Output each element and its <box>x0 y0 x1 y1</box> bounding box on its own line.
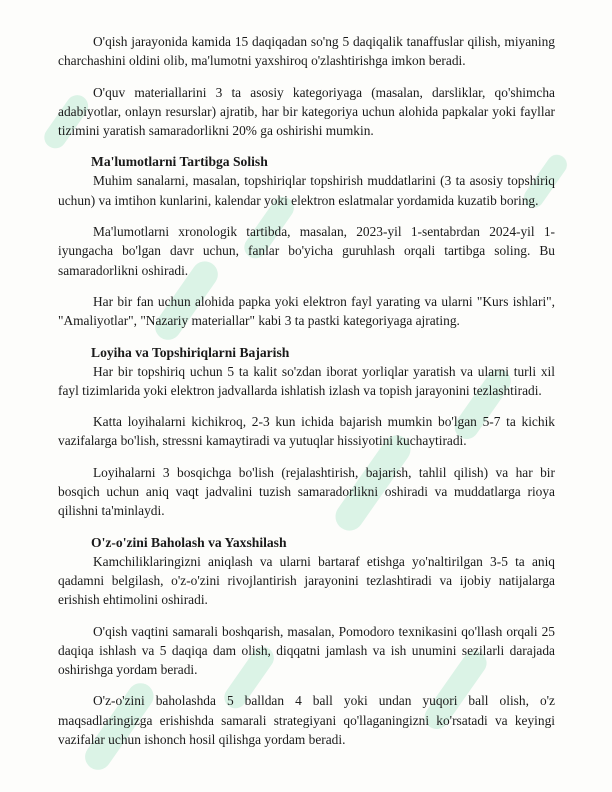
paragraph-7: Katta loyihalarni kichikroq, 2-3 kun ichida bajarish mumkin bo'lgan 5-7 ta kichik vazifalarga bo'lish, stressni kamaytiradi va yutuqlar hissiyotini kuchaytiradi. <box>58 414 555 449</box>
section-heading-2: Loyiha va Topshiriqlarni Bajarish <box>91 344 290 360</box>
paragraph-10: O'qish vaqtini samarali boshqarish, masalan, Pomodoro texnikasini qo'llash orqali 25 daqiqa ishlash va 5 daqiqa dam olish, diqqatni jamlash va ish unumini sezilarli darajada oshirishga yordam beradi. <box>58 623 555 678</box>
paragraph-4: Ma'lumotlarni xronologik tartibda, masalan, 2023-yil 1-sentabrdan 2024-yil 1-iyungacha bo'lgan davr uchun, fanlar bo'yicha guruhlash orqali tartibga soling. Bu samaradorlikni oshiradi. <box>58 224 555 278</box>
paragraph-8: Loyihalarni 3 bosqichga bo'lish (rejalashtirish, bajarish, tahlil qilish) va har bir bosqich uchun aniq vaqt jadvalini tuzish samaradorlikni oshiradi va muddatlarga rioya qilishni ta'minlaydi. <box>58 464 555 519</box>
section-heading-3: O'z-o'zini Baholash va Yaxshilash <box>91 534 287 550</box>
paragraph-11: O'z-o'zini baholashda 5 balldan 4 ball yoki undan yuqori ball olish, o'z maqsadlaringizga erishishda samarali strategiyani qo'llaganingizni ko'rsatadi va keyingi vazifalar uchun ishonch hosil qilishga yordam beradi. <box>58 693 555 748</box>
document-page <box>58 32 555 761</box>
section-heading-1: Ma'lumotlarni Tartibga Solish <box>91 154 268 170</box>
paragraph-2: O'quv materiallarini 3 ta asosiy kategoriyaga (masalan, darsliklar, qo'shimcha adabiyotlar, onlayn resurslar) ajratib, har bir kategoriya uchun alohida papkalar yoki fayllar tizimini yaratish samaradorlikni 20% ga oshirishi mumkin. <box>58 84 555 139</box>
paragraph-1: O'qish jarayonida kamida 15 daqiqadan so'ng 5 daqiqalik tanaffuslar qilish, miyaning charchashini oldini olib, ma'lumotni yaxshiroq o'zlashtirishga imkon beradi. <box>58 34 555 69</box>
paragraph-3: Muhim sanalarni, masalan, topshiriqlar topshirish muddatlarini (3 ta asosiy topshiriq uchun) va imtihon kunlarini, kalendar yoki elektron eslatmalar yordamida kuzatib boring. <box>58 173 555 208</box>
paragraph-9: Kamchiliklaringizni aniqlash va ularni bartaraf etishga yo'naltirilgan 3-5 ta aniq qadamni belgilash, o'z-o'zini rivojlantirish jarayonini tezlashtiradi va ijobiy natijalarga erishish ehtimolini oshiradi. <box>58 553 555 608</box>
paragraph-6: Har bir topshiriq uchun 5 ta kalit so'zdan iborat yorliqlar yaratish va ularni turli xil fayl tizimlarida yoki elektron jadvallarda ishlatish izlash va topish jarayonini tezlashtiradi. <box>58 363 555 398</box>
paragraph-5: Har bir fan uchun alohida papka yoki elektron fayl yarating va ularni "Kurs ishlari", "Amaliyotlar", "Nazariy materiallar" kabi 3 ta pastki kategoriyaga ajrating. <box>58 293 555 329</box>
